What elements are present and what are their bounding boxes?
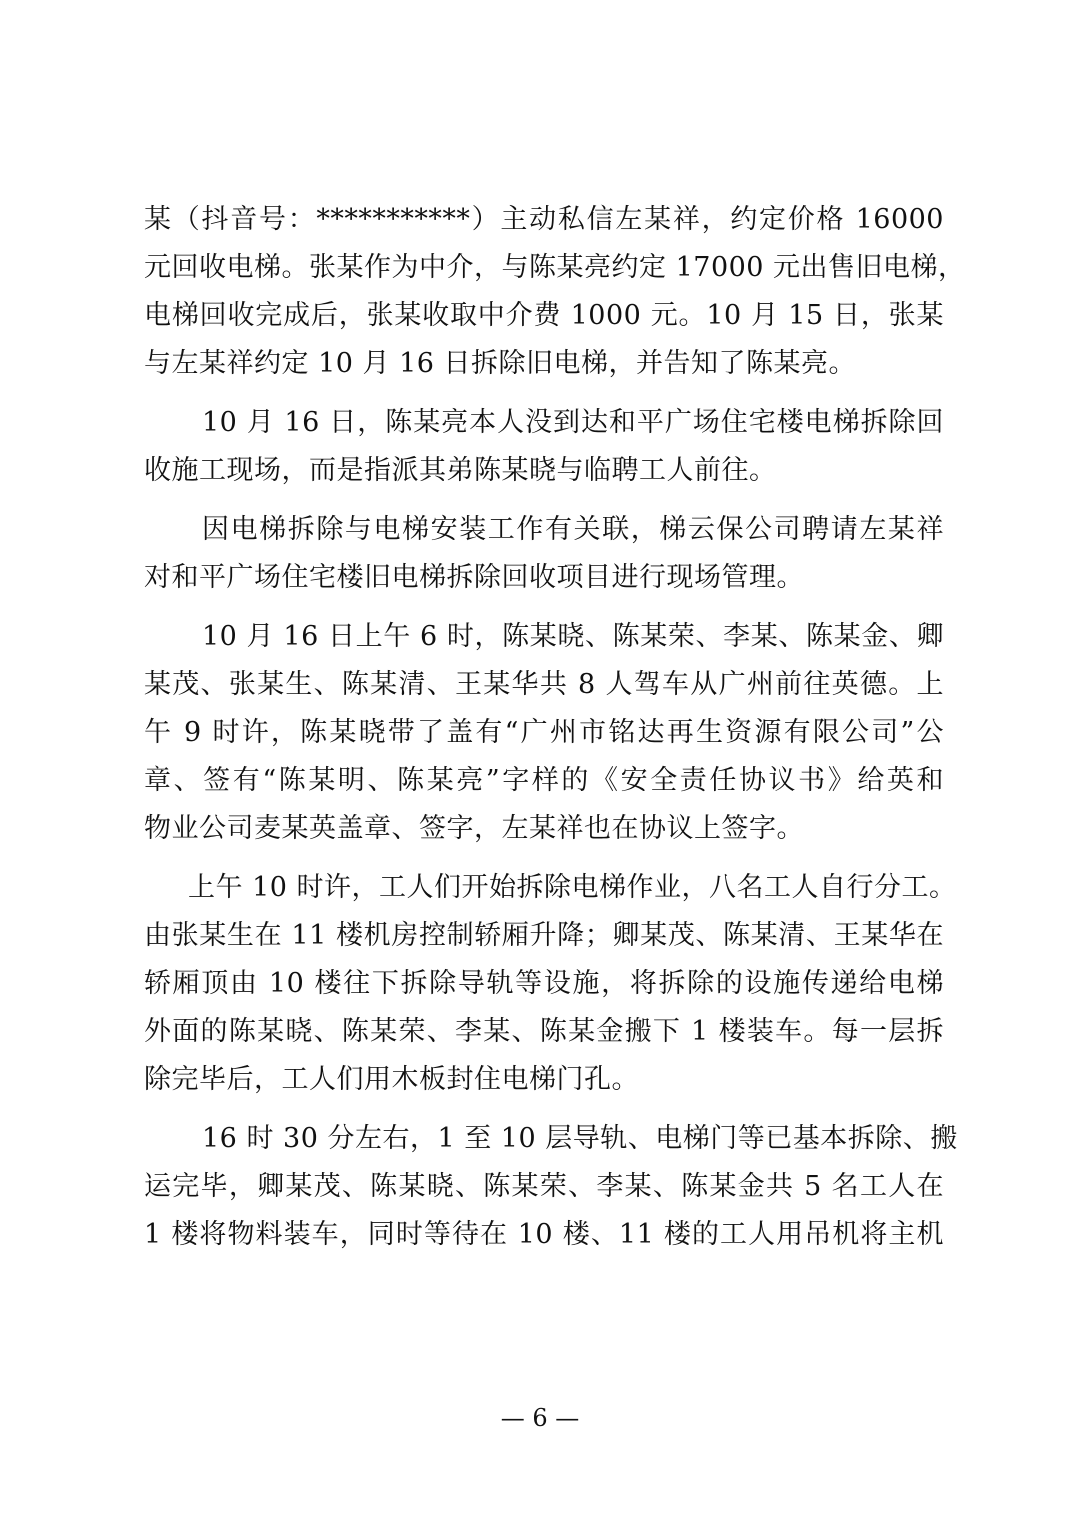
text-line: 除完毕后，工人们用木板封住电梯门孔。 <box>144 1064 639 1095</box>
text-line: 1 楼将物料装车，同时等待在 10 楼、11 楼的工人用吊机将主机 <box>144 1219 944 1250</box>
text-line: 上午 10 时许，工人们开始拆除电梯作业，八名工人自行分工。 <box>188 872 957 903</box>
text-line: 某（抖音号：***********）主动私信左某祥，约定价格 16000 <box>144 204 944 235</box>
text-line: 10 月 16 日上午 6 时，陈某晓、陈某荣、李某、陈某金、卿 <box>202 621 944 652</box>
paragraph-6 <box>144 1115 958 1259</box>
text-line: 物业公司麦某英盖章、签字，左某祥也在协议上签字。 <box>144 813 804 844</box>
paragraph-2 <box>144 399 944 495</box>
text-line: 与左某祥约定 10 月 16 日拆除旧电梯，并告知了陈某亮。 <box>144 348 857 379</box>
text-line: 因电梯拆除与电梯安装工作有关联，梯云保公司聘请左某祥 <box>202 514 944 545</box>
text-line: 对和平广场住宅楼旧电梯拆除回收项目进行现场管理。 <box>144 562 804 593</box>
paragraph-5 <box>144 864 957 1104</box>
text-line: 外面的陈某晓、陈某荣、李某、陈某金搬下 1 楼装车。每一层拆 <box>144 1016 944 1047</box>
page-number: — 6 — <box>500 1404 580 1432</box>
text-line: 电梯回收完成后，张某收取中介费 1000 元。10 月 15 日，张某 <box>144 300 944 331</box>
text-line: 午 9 时许，陈某晓带了盖有“广州市铭达再生资源有限公司”公 <box>144 717 944 748</box>
paragraph-4 <box>144 613 944 853</box>
paragraph-1 <box>144 196 966 388</box>
text-line: 轿厢顶由 10 楼往下拆除导轨等设施，将拆除的设施传递给电梯 <box>144 968 944 999</box>
text-line: 16 时 30 分左右，1 至 10 层导轨、电梯门等已基本拆除、搬 <box>202 1123 958 1154</box>
text-line: 元回收电梯。张某作为中介，与陈某亮约定 17000 元出售旧电梯， <box>144 252 966 283</box>
text-line: 由张某生在 11 楼机房控制轿厢升降；卿某茂、陈某清、王某华在 <box>144 920 944 951</box>
paragraph-3 <box>144 506 944 602</box>
document-body <box>144 196 966 1259</box>
text-line: 10 月 16 日，陈某亮本人没到达和平广场住宅楼电梯拆除回 <box>202 407 944 438</box>
text-line: 收施工现场，而是指派其弟陈某晓与临聘工人前往。 <box>144 455 777 486</box>
text-line: 运完毕，卿某茂、陈某晓、陈某荣、李某、陈某金共 5 名工人在 <box>144 1171 944 1202</box>
text-line: 章、签有“陈某明、陈某亮”字样的《安全责任协议书》给英和 <box>144 765 944 796</box>
text-line: 某茂、张某生、陈某清、王某华共 8 人驾车从广州前往英德。上 <box>144 669 944 700</box>
